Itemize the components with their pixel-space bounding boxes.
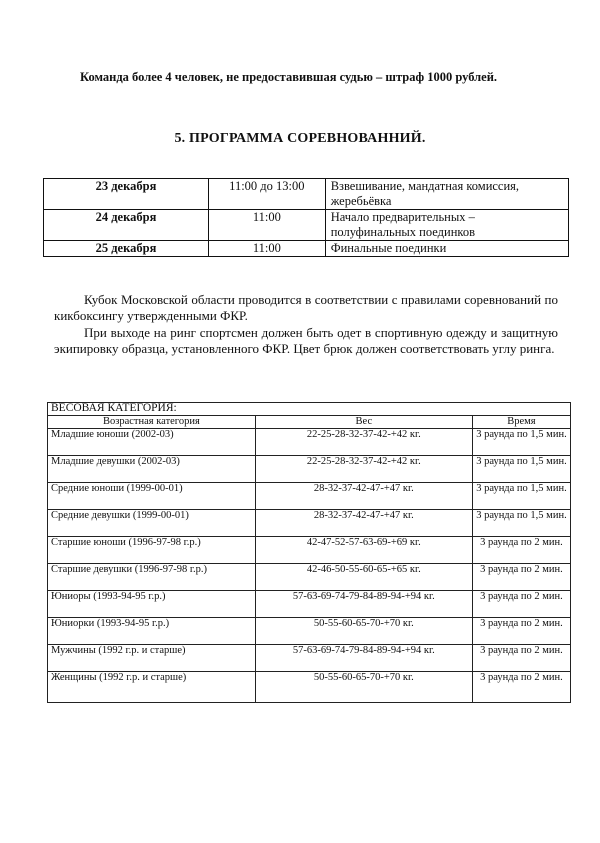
weight-cell: 50-55-60-65-70-+70 кг. xyxy=(255,617,472,644)
table-row xyxy=(48,428,571,455)
time-cell: 3 раунда по 2 мин. xyxy=(472,671,570,702)
time-cell: 3 раунда по 1,5 мин. xyxy=(472,509,570,536)
table-header-row xyxy=(48,416,571,429)
age-cell: Старшие юноши (1996-97-98 г.р.) xyxy=(48,536,256,563)
schedule-event: Взвешивание, мандатная комиссия, жеребьёвка xyxy=(325,179,568,210)
header-weight: Вес xyxy=(255,416,472,429)
time-cell: 3 раунда по 2 мин. xyxy=(472,563,570,590)
schedule-time: 11:00 xyxy=(208,210,325,241)
weight-category-table xyxy=(47,402,571,703)
weight-cell: 57-63-69-74-79-84-89-94-+94 кг. xyxy=(255,590,472,617)
table-row xyxy=(48,536,571,563)
schedule-time: 11:00 xyxy=(208,241,325,257)
table-row xyxy=(48,617,571,644)
age-cell: Младшие юноши (2002-03) xyxy=(48,428,256,455)
weight-caption-row xyxy=(48,403,571,416)
weight-cell: 42-46-50-55-60-65-+65 кг. xyxy=(255,563,472,590)
schedule-event: Начало предварительных – полуфинальных поединков xyxy=(325,210,568,241)
table-row xyxy=(48,455,571,482)
age-cell: Юниорки (1993-94-95 г.р.) xyxy=(48,617,256,644)
schedule-date: 24 декабря xyxy=(44,210,209,241)
schedule-row xyxy=(44,179,569,210)
paragraph-rules: Кубок Московской области проводится в соответствии с правилами соревнований по кикбоксингу утвержденными ФКР. xyxy=(54,292,558,323)
time-cell: 3 раунда по 2 мин. xyxy=(472,590,570,617)
age-cell: Старшие девушки (1996-97-98 г.р.) xyxy=(48,563,256,590)
schedule-table xyxy=(43,178,569,257)
weight-cell: 22-25-28-32-37-42-+42 кг. xyxy=(255,455,472,482)
schedule-time: 11:00 до 13:00 xyxy=(208,179,325,210)
weight-cell: 22-25-28-32-37-42-+42 кг. xyxy=(255,428,472,455)
table-row xyxy=(48,590,571,617)
section-title: 5. ПРОГРАММА СОРЕВНОВАННИЙ. xyxy=(174,131,426,146)
time-cell: 3 раунда по 1,5 мин. xyxy=(472,482,570,509)
age-cell: Средние юноши (1999-00-01) xyxy=(48,482,256,509)
time-cell: 3 раунда по 2 мин. xyxy=(472,536,570,563)
time-cell: 3 раунда по 1,5 мин. xyxy=(472,455,570,482)
weight-cell: 28-32-37-42-47-+47 кг. xyxy=(255,482,472,509)
weight-category-caption: ВЕСОВАЯ КАТЕГОРИЯ: xyxy=(48,403,571,416)
weight-cell: 57-63-69-74-79-84-89-94-+94 кг. xyxy=(255,644,472,671)
schedule-date: 23 декабря xyxy=(44,179,209,210)
age-cell: Юниоры (1993-94-95 г.р.) xyxy=(48,590,256,617)
header-time: Время xyxy=(472,416,570,429)
schedule-row xyxy=(44,241,569,257)
time-cell: 3 раунда по 2 мин. xyxy=(472,644,570,671)
fine-note: Команда более 4 человек, не предоставившая судью – штраф 1000 рублей. xyxy=(80,70,498,84)
weight-cell: 42-47-52-57-63-69-+69 кг. xyxy=(255,536,472,563)
weight-cell: 28-32-37-42-47-+47 кг. xyxy=(255,509,472,536)
age-cell: Младшие девушки (2002-03) xyxy=(48,455,256,482)
header-age: Возрастная категория xyxy=(48,416,256,429)
schedule-event: Финальные поединки xyxy=(325,241,568,257)
table-row xyxy=(48,482,571,509)
age-cell: Мужчины (1992 г.р. и старше) xyxy=(48,644,256,671)
schedule-date: 25 декабря xyxy=(44,241,209,257)
time-cell: 3 раунда по 1,5 мин. xyxy=(472,428,570,455)
table-row xyxy=(48,671,571,702)
table-row xyxy=(48,644,571,671)
weight-cell: 50-55-60-65-70-+70 кг. xyxy=(255,671,472,702)
paragraph-equipment: При выходе на ринг спортсмен должен быть одет в спортивную одежду и защитную экипировку образца, установленного ФКР. Цвет брюк должен соответствовать углу ринга. xyxy=(54,325,558,356)
table-row xyxy=(48,563,571,590)
table-row xyxy=(48,509,571,536)
age-cell: Женщины (1992 г.р. и старше) xyxy=(48,671,256,702)
age-cell: Средние девушки (1999-00-01) xyxy=(48,509,256,536)
time-cell: 3 раунда по 2 мин. xyxy=(472,617,570,644)
schedule-row xyxy=(44,210,569,241)
